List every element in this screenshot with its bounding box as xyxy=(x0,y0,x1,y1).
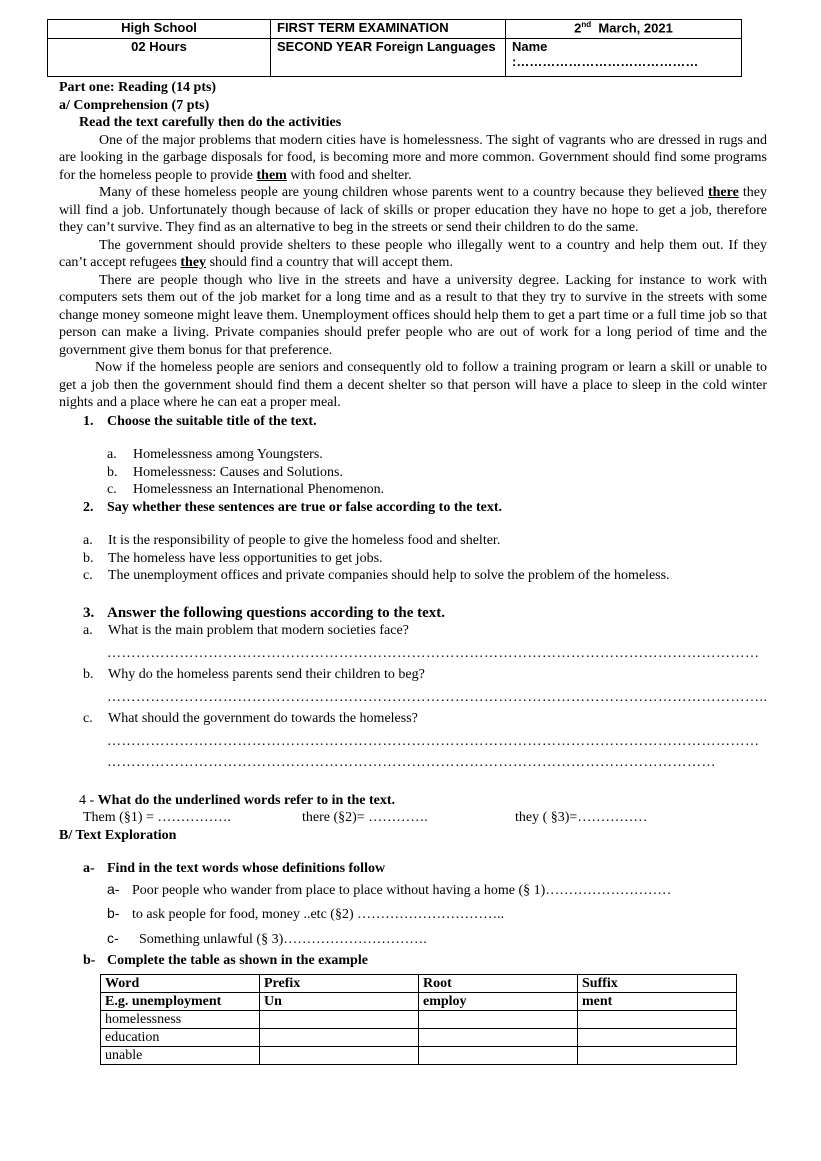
paragraph-1: One of the major problems that modern cities have is homelessness. The sight of vagrants who are dressed in rugs and are looking in the garbage disposals for food, is becoming more and more common. Government should find some programs for the homeless people to provide them with food and shelter. xyxy=(59,132,767,183)
q2-statement-a: a. It is the responsibility of people to give the homeless food and shelter. xyxy=(83,533,501,548)
q1-option-a: a. Homelessness among Youngsters. xyxy=(107,447,323,462)
word-formation-table xyxy=(100,974,737,1065)
exam-body xyxy=(59,79,767,970)
question-a: a- Find in the text words whose definitions follow xyxy=(83,861,386,876)
paragraph-3: The government should provide shelters to these people who illegally went to a country and help them out. If they can’t accept refugees they should find a country that will accept them. xyxy=(59,237,767,270)
table-cell[interactable] xyxy=(578,1047,737,1065)
definition-c: c- Something unlawful (§ 3)…………………………. xyxy=(107,929,427,947)
school-name: High School xyxy=(48,20,271,39)
table-cell: E.g. unemployment xyxy=(101,993,260,1011)
q1-option-c: c. Homelessness an International Phenomenon. xyxy=(107,482,385,497)
table-cell: homelessness xyxy=(101,1011,260,1029)
q3-question-b: b. Why do the homeless parents send their children to beg? xyxy=(83,667,425,682)
q3-answer-line-c2[interactable]: ……………………………………………………………………………………………………………… xyxy=(107,755,716,770)
table-cell[interactable] xyxy=(419,1047,578,1065)
class-name: SECOND YEAR Foreign Languages xyxy=(271,39,506,77)
question-3: 3. Answer the following questions according to the text. xyxy=(83,604,446,621)
question-2: 2. Say whether these sentences are true or false according to the text. xyxy=(83,499,503,515)
question-1: 1. Choose the suitable title of the text. xyxy=(83,413,317,429)
table-cell[interactable] xyxy=(419,1011,578,1029)
q3-answer-line-c[interactable]: ……………………………………………………………………………………………………………………… xyxy=(107,733,760,749)
q2-statement-c: c. The unemployment offices and private companies should help to solve the problem of the homeless. xyxy=(83,568,670,583)
table-example-row xyxy=(101,993,737,1011)
q3-answer-line-b[interactable]: ……………………………………………………………………………………………………………………….. xyxy=(107,689,767,705)
table-cell: education xyxy=(101,1029,260,1047)
exam-date: 2nd March, 2021 xyxy=(506,20,742,39)
definition-a: a- Poor people who wander from place to place without having a home (§ 1)……………………… xyxy=(107,880,672,898)
definition-b: b- to ask people for food, money ..etc (§2) ………………………….. xyxy=(107,905,505,922)
table-cell[interactable] xyxy=(578,1011,737,1029)
paragraph-4: There are people though who live in the streets and have a university degree. Lacking for instance to work with computers sets them out of the job market for a long time and as a result to that they try to survive in the streets with some change money someone might leave them. Unemployment offices should help them to get a part time or a full time job so that person can make a living. Private companies should prefer people who are out of work for a long period of time and the government give them bonus for that preference. xyxy=(59,272,767,358)
text-exploration-heading: B/ Text Exploration xyxy=(59,827,177,843)
table-cell: Un xyxy=(260,993,419,1011)
exam-duration: 02 Hours xyxy=(48,39,271,77)
table-row xyxy=(101,1047,737,1065)
header-prefix: Prefix xyxy=(260,975,419,993)
header-root: Root xyxy=(419,975,578,993)
part-one-heading: Part one: Reading (14 pts) xyxy=(59,80,217,95)
table-row xyxy=(101,1029,737,1047)
table-cell[interactable] xyxy=(260,1011,419,1029)
ref-they[interactable]: they ( §3)=…………… xyxy=(515,810,648,825)
table-row xyxy=(101,1011,737,1029)
header-word: Word xyxy=(101,975,260,993)
table-header-row xyxy=(101,975,737,993)
instruction: Read the text carefully then do the activities xyxy=(79,115,342,130)
paragraph-5: Now if the homeless people are seniors and consequently old to follow a training program or learn a skill or unable to get a job then the government should find them a decent shelter so that person will have a place to sleep in the cold winter nights and a place where he can eat a proper meal. xyxy=(59,360,767,410)
table-cell[interactable] xyxy=(419,1029,578,1047)
exam-header xyxy=(47,19,742,77)
student-name-field[interactable]: Name :…………………………………… xyxy=(506,39,742,77)
paragraph-2: Many of these homeless people are young children whose parents went to a country because they believed there they will find a job. Unfortunately though because of lack of skills or proper education they have no hope to get a job, therefore they can’t survive. They find as an alternative to beg in the streets or send their children to do the same. xyxy=(59,185,767,235)
q3-question-a: a. What is the main problem that modern societies face? xyxy=(83,623,409,638)
q3-question-c: c. What should the government do towards the homeless? xyxy=(83,711,418,726)
table-cell: employ xyxy=(419,993,578,1011)
question-4: 4 - What do the underlined words refer to in the text. xyxy=(79,792,396,808)
table-cell: unable xyxy=(101,1047,260,1065)
q3-answer-line-a[interactable]: ……………………………………………………………………………………………………………………… xyxy=(107,645,760,661)
q2-statement-b: b. The homeless have less opportunities to get jobs. xyxy=(83,550,383,566)
table-cell: ment xyxy=(578,993,737,1011)
ref-there[interactable]: there (§2)= …………. xyxy=(302,810,428,825)
table-cell[interactable] xyxy=(260,1029,419,1047)
table-cell[interactable] xyxy=(578,1029,737,1047)
q1-option-b: b. Homelessness: Causes and Solutions. xyxy=(107,464,343,480)
header-suffix: Suffix xyxy=(578,975,737,993)
q4-references xyxy=(83,809,767,827)
ref-them[interactable]: Them (§1) = ……………. xyxy=(83,810,231,825)
comprehension-heading: a/ Comprehension (7 pts) xyxy=(59,97,210,113)
question-b: b- Complete the table as shown in the example xyxy=(83,953,368,968)
table-cell[interactable] xyxy=(260,1047,419,1065)
exam-title: FIRST TERM EXAMINATION xyxy=(271,20,506,39)
